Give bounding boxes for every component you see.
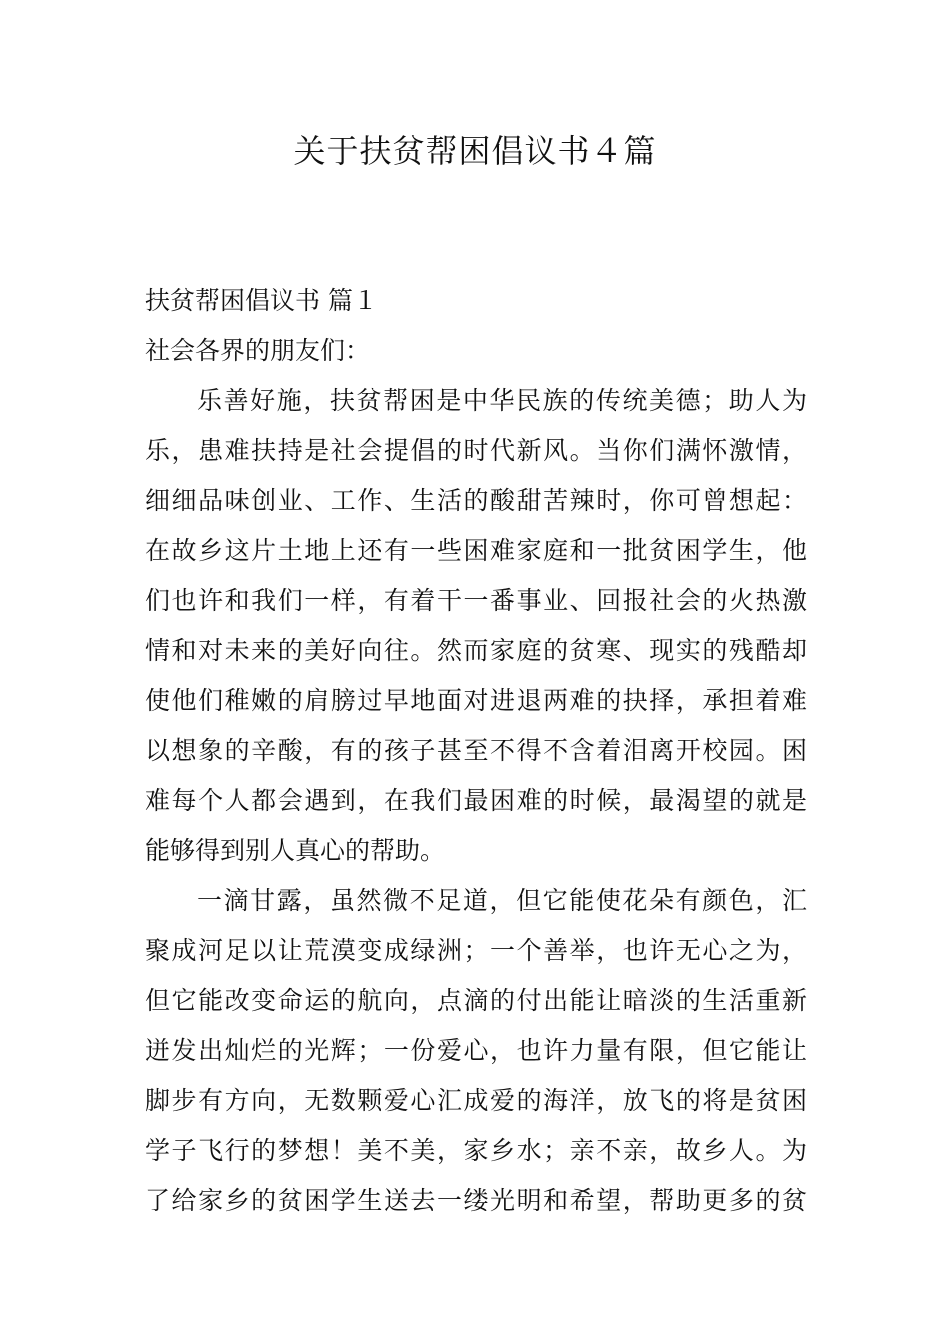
paragraph-line: 聚成河足以让荒漠变成绿洲；一个善举，也许无心之为，	[145, 936, 807, 965]
paragraph-line: 乐，患难扶持是社会提倡的时代新风。当你们满怀激情，	[145, 436, 807, 465]
paragraph-line: 迸发出灿烂的光辉；一份爱心，也许力量有限，但它能让	[145, 1036, 807, 1065]
paragraph-line: 学子飞行的梦想！美不美，家乡水；亲不亲，故乡人。为	[145, 1136, 807, 1165]
paragraph-line: 但它能改变命运的航向，点滴的付出能让暗淡的生活重新	[145, 986, 807, 1015]
paragraph-line: 以想象的辛酸，有的孩子甚至不得不含着泪离开校园。困	[145, 736, 807, 765]
paragraph-line: 能够得到别人真心的帮助。	[145, 836, 446, 865]
paragraph-line: 一滴甘露，虽然微不足道，但它能使花朵有颜色，汇	[197, 886, 807, 915]
paragraph-line: 们也许和我们一样，有着干一番事业、回报社会的火热激	[145, 586, 807, 615]
salutation: 社会各界的朋友们：	[145, 336, 371, 365]
paragraph-line: 了给家乡的贫困学生送去一缕光明和希望，帮助更多的贫	[145, 1186, 807, 1215]
paragraph-line: 使他们稚嫩的肩膀过早地面对进退两难的抉择，承担着难	[145, 686, 807, 715]
document-title: 关于扶贫帮困倡议书４篇	[293, 132, 657, 170]
paragraph-1	[145, 376, 807, 876]
paragraph-line: 在故乡这片土地上还有一些困难家庭和一批贫困学生，他	[145, 536, 807, 565]
paragraph-line: 难每个人都会遇到，在我们最困难的时候，最渴望的就是	[145, 786, 807, 815]
paragraph-line: 细细品味创业、工作、生活的酸甜苦辣时，你可曾想起：	[145, 486, 807, 515]
paragraph-line: 脚步有方向，无数颗爱心汇成爱的海洋，放飞的将是贫困	[145, 1086, 807, 1115]
paragraph-line: 乐善好施，扶贫帮困是中华民族的传统美德；助人为	[197, 386, 807, 415]
section-heading: 扶贫帮困倡议书 篇１	[145, 286, 378, 315]
paragraph-line: 情和对未来的美好向往。然而家庭的贫寒、现实的残酷却	[145, 636, 807, 665]
paragraph-2	[145, 876, 807, 1226]
document-body	[145, 276, 807, 1226]
